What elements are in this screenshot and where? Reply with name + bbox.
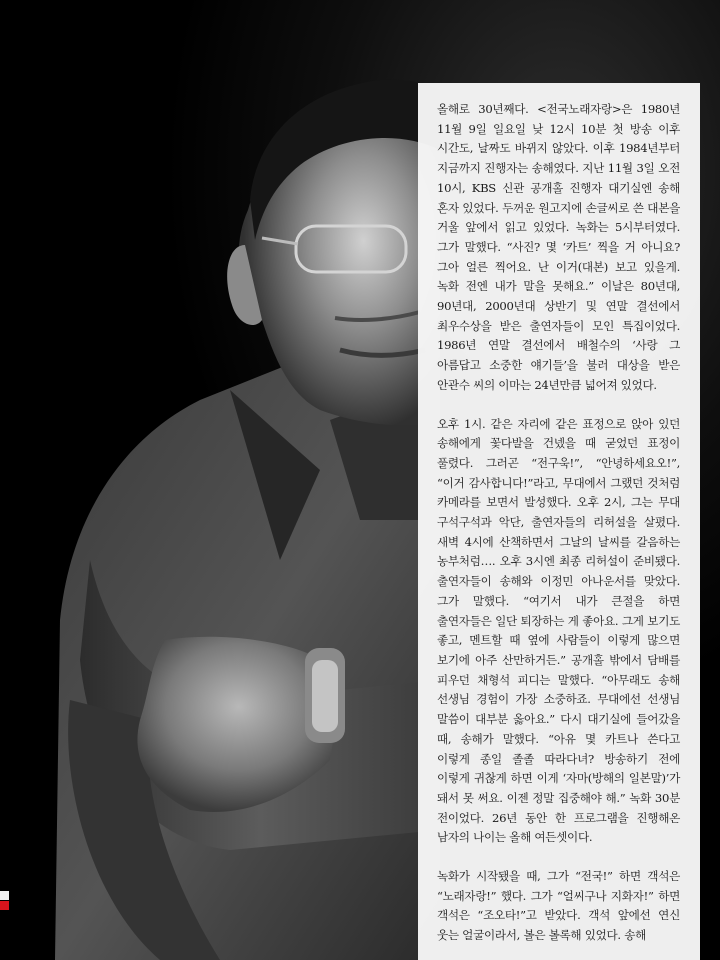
page-marker-red (0, 901, 9, 910)
article-paragraph-2: 오후 1시. 같은 자리에 같은 표정으로 앉아 있던 송해에게 꽃다발을 건넸을 때 굳었던 표정이 풀렸다. 그러곤 “전구욱!”, “안녕하세요오!”, “이거 감사합니다!”라고, 무대에서 그랬던 것처럼 카메라를 보면서 발성했다. 오후 2시, 그는 무대 구석구석과 악단, 출연자들의 리허설을 살폈다. 새벽 4시에 산책하면서 그날의 날씨를 갈음하는 농부처럼…. 오후 3시엔 최종 리허설이 준비됐다. 출연자들이 송해와 이정민 아나운서를 맞았다. 그가 말했다. “여기서 내가 큰절을 하면 출연자들은 일단 퇴장하는 게 좋아요. 그게 보기도 좋고, 멘트할 때 옆에 사람들이 이렇게 많으면 보기에 아주 산만하거든.” 공개홀 밖에서 담배를 피우던 채형석 피디는 말했다. “아무래도 송해 선생님 경험이 가장 소중하죠. 무대에선 선생님 말씀이 대부분 옳아요.” 다시 대기실에 들어갔을 때, 송해가 말했다. “아유 몇 카트나 쓴다고 이렇게 종일 졸졸 따라다녀? 방송하기 전에 이렇게 귀찮게 하면 이게 ‘자마(방해의 일본말)’가 돼서 못 써요. 이젠 정말 집중해야 해.” 녹화 30분 전이었다. 26년 동안 한 프로그램을 진행해온 남자의 나이는 올해 여든셋이다. (437, 416, 680, 845)
article-paragraph-3: 녹화가 시작됐을 때, 그가 “전국!” 하면 객석은 “노래자랑!” 했다. 그가 “얼씨구나 지화자!” 하면 객석은 “조오타!”고 받았다. 객석 앞에선 연신 웃는 얼굴이라서, 볼은 볼록해 있었다. 송해 (437, 869, 680, 943)
page-marker (0, 891, 9, 910)
article-paragraph-1: 올해로 30년째다. <전국노래자랑>은 1980년 11월 9일 일요일 낮 12시 10분 첫 방송 이후 시간도, 날짜도 바뀌지 않았다. 이후 1984년부터 지금까지 진행자는 송해였다. 지난 11월 3일 오전 10시, KBS 신관 공개홀 진행자 대기실엔 송해 혼자 있었다. 두꺼운 원고지에 손글씨로 쓴 대본을 거울 앞에서 읽고 있었다. 녹화는 5시부터였다. 그가 말했다. “사진? 몇 ‘카트’ 찍을 거 아니요? 그아 얼른 찍어요. 난 이거(대본) 보고 있을게. 녹화 전엔 내가 말을 못해요.” 이날은 80년대, 90년대, 2000년대 상반기 및 연말 결선에서 최우수상을 받은 출연자들이 모인 특집이었다. 1986년 연말 결선에서 배철수의 ‘사랑 그 아름답고 소중한 얘기들’을 불러 대상을 받은 안관수 씨의 이마는 24년만큼 넓어져 있었다. (437, 102, 680, 392)
article-text-panel (418, 83, 700, 960)
page-marker-white (0, 891, 9, 900)
